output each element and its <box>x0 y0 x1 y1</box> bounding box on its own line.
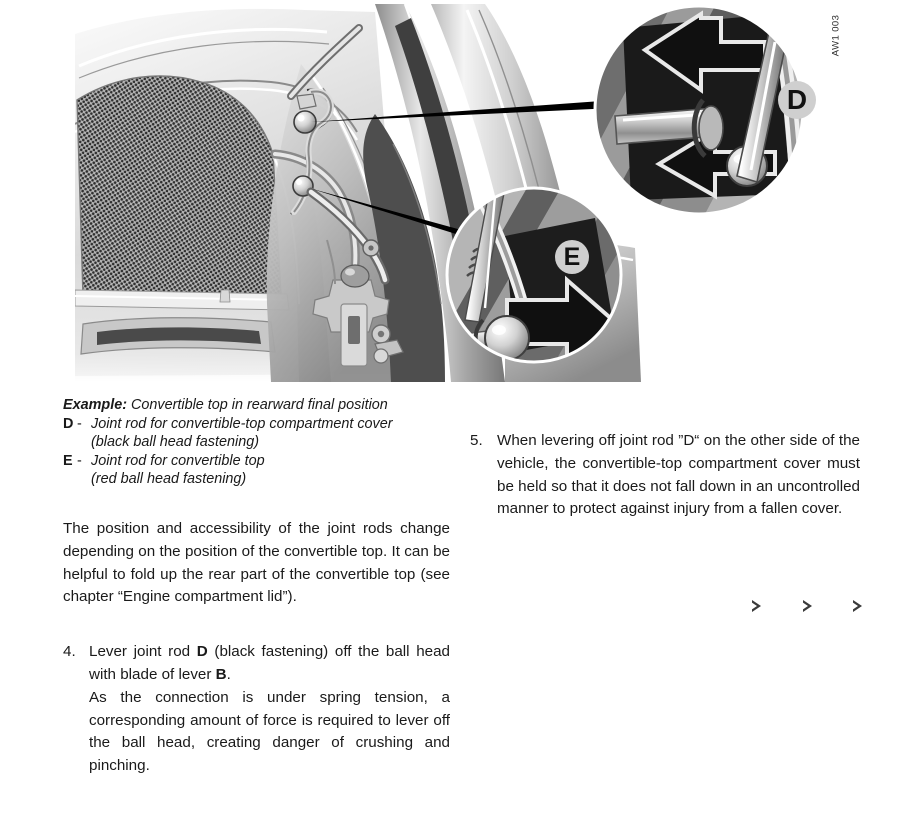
legend-key-e: E <box>63 452 73 469</box>
legend-text-d: Joint rod for convertible-top compartment cover <box>91 415 393 432</box>
legend-text-e: Joint rod for convertible top <box>91 452 265 469</box>
step-4-line-2: As the connection is under spring tension, a corresponding amount of force is required to lever off the ball head, creating danger of crushing and pinching. <box>89 688 450 775</box>
step-5-number: 5. <box>470 432 483 449</box>
figure-legend <box>63 396 450 489</box>
continuation-markers <box>752 598 862 614</box>
legend-dash-e: - <box>77 452 82 469</box>
right-text-column <box>470 430 860 521</box>
step-4-number: 4. <box>63 643 76 661</box>
continuation-marker-1 <box>752 600 761 612</box>
left-text-column <box>63 396 450 778</box>
legend-key-d: D <box>63 415 74 432</box>
illustration-svg <box>75 4 835 382</box>
legend-item-d <box>63 415 450 434</box>
technical-illustration <box>75 4 835 382</box>
legend-sub-e: (red ball head fastening) <box>91 471 247 488</box>
legend-example-line <box>63 396 450 415</box>
step-5 <box>470 430 860 521</box>
figure-code <box>827 4 845 78</box>
step-4-line-1 <box>89 641 450 687</box>
continuation-marker-3 <box>853 600 862 612</box>
intro-paragraph: The position and accessibility of the joint rods change depending on the position of the convertible top. It can be helpful to fold up the rear part of the convertible top (see chapter “Engine compartment lid”). <box>63 519 450 606</box>
step-4-bold-b: B <box>215 665 227 683</box>
legend-item-e <box>63 452 450 471</box>
legend-example-label: Example: <box>63 397 127 413</box>
step-5-body <box>497 430 860 521</box>
callout-letter-d: D <box>786 84 808 115</box>
figure-code-text: AW1 003 <box>830 14 842 57</box>
step-4-text-after: . <box>226 665 231 683</box>
continuation-marker-2 <box>803 600 812 612</box>
legend-dash-d: - <box>77 415 82 432</box>
step-4-body <box>89 641 450 778</box>
step-4-text-middle: (black fastening) off the ball head with blade of lever <box>89 643 450 683</box>
legend-example-text: Convertible top in rearward final position <box>131 397 388 413</box>
step-4-bold-d: D <box>196 643 208 661</box>
step-4 <box>63 641 450 778</box>
step-5-text: When levering off joint rod ”D“ on the other side of the vehicle, the convertible-top compartment cover must be held so that it does not fall down in an uncontrolled manner to protect against injury from a fallen cover. <box>497 432 860 518</box>
step-4-text-before: Lever joint rod <box>89 643 197 661</box>
legend-sub-d: (black ball head fastening) <box>91 434 259 451</box>
callout-letter-e: E <box>563 243 581 271</box>
